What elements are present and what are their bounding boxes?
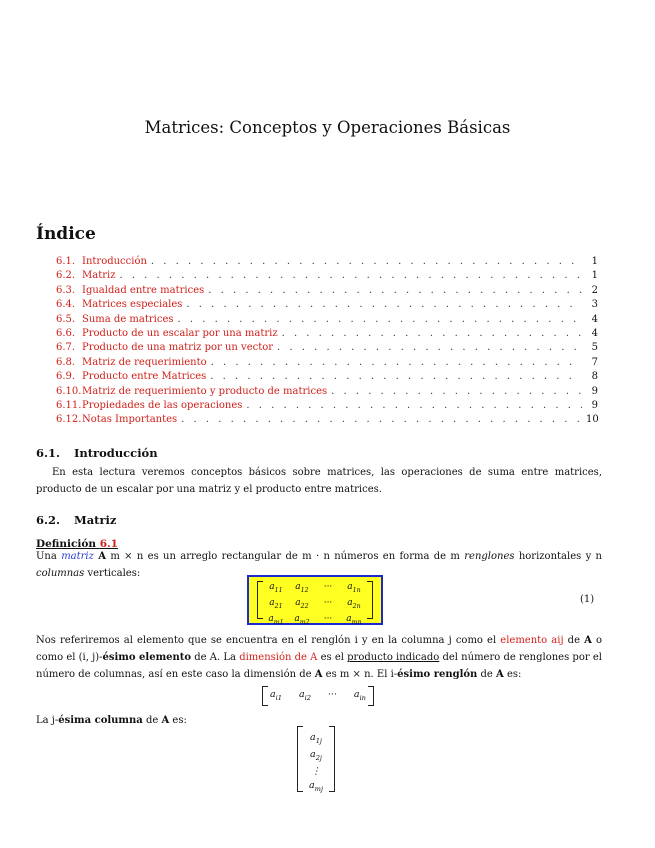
toc-leader-dots xyxy=(282,327,582,341)
definition-heading: Definición 6.1 xyxy=(36,538,118,550)
toc-item-title[interactable]: Producto de una matriz por un vector xyxy=(82,342,274,354)
toc-leader-dots xyxy=(210,370,582,384)
toc-item-title[interactable]: Matriz xyxy=(82,270,116,282)
intro-paragraph: En esta lectura veremos conceptos básicos sobre matrices, las operaciones de suma entre matrices, producto de un escalar por una matriz y el producto entre matrices. xyxy=(36,467,602,495)
matrix-entry: $a_{mn}$ xyxy=(346,613,362,626)
toc-item-page: 5 xyxy=(591,342,598,354)
row-vector-entry: $a_{i1}$ xyxy=(270,689,283,702)
toc-item-page: 7 xyxy=(591,356,598,368)
right-bracket xyxy=(367,581,373,619)
toc-item-number: 6.5. xyxy=(56,313,76,325)
toc-item-number: 6.2. xyxy=(56,270,76,282)
row-vector-entry: $a_{in}$ xyxy=(353,689,366,702)
toc-leader-dots xyxy=(186,298,582,312)
toc-item-number: 6.1. xyxy=(56,256,76,267)
toc-item[interactable] xyxy=(56,255,598,269)
matrix-entry: $a_{m1}$ xyxy=(268,613,284,626)
elemento-link[interactable]: elemento aij xyxy=(500,635,564,646)
toc-item-page: 1 xyxy=(591,256,598,267)
toc-item-page: 10 xyxy=(586,414,599,426)
matrix-entry: $a_{m2}$ xyxy=(294,613,310,626)
toc-item-title[interactable]: Suma de matrices xyxy=(82,313,174,325)
toc-leader-dots xyxy=(151,255,582,269)
toc-item-number: 6.10. xyxy=(56,385,82,397)
toc-item[interactable] xyxy=(56,327,598,341)
toc-item-number: 6.6. xyxy=(56,327,76,339)
matrix-entry: $a_{2n}$ xyxy=(347,597,361,610)
toc-item-page: 9 xyxy=(591,385,598,397)
toc-item-page: 4 xyxy=(591,327,598,339)
matriz-term-link[interactable]: matriz xyxy=(61,551,94,562)
toc-item[interactable] xyxy=(56,284,598,298)
matrix-entry: $a_{11}$ xyxy=(269,582,283,594)
toc-item-title[interactable]: Matriz de requerimiento y producto de matrices xyxy=(82,385,328,397)
toc-item[interactable] xyxy=(56,370,598,384)
toc-item[interactable] xyxy=(56,341,598,355)
column-vector-entry: $a_{mj}$ xyxy=(308,779,324,793)
toc-item-page: 1 xyxy=(591,270,598,282)
toc-item-number: 6.3. xyxy=(56,284,76,296)
toc-item[interactable] xyxy=(56,356,598,370)
toc-leader-dots xyxy=(178,313,582,327)
toc-item-page: 8 xyxy=(591,371,598,383)
toc-item-number: 6.11. xyxy=(56,399,82,411)
section-title: Matriz xyxy=(74,513,117,527)
column-paragraph: La j-ésima columna de A es: xyxy=(36,715,187,726)
row-vector-entry: ··· xyxy=(327,689,337,700)
definition-paragraph: Una matriz A m × n es un arreglo rectangular de m · n números en forma de m renglones horizontales y n columnas verticales: xyxy=(36,551,602,579)
toc-item[interactable] xyxy=(56,385,598,399)
section-heading-intro xyxy=(36,446,158,460)
toc-item-page: 9 xyxy=(591,399,598,411)
toc-item-number: 6.12. xyxy=(56,414,82,426)
column-vector-entry: $a_{1j}$ xyxy=(310,732,322,745)
toc-item-page: 3 xyxy=(591,299,598,311)
toc-item-page: 4 xyxy=(591,313,598,325)
dimension-link[interactable]: dimensión de A xyxy=(239,652,318,663)
toc-item-title[interactable]: Producto de un escalar por una matriz xyxy=(82,327,278,339)
column-vector-entry: $a_{2j}$ xyxy=(310,748,322,762)
toc-item[interactable] xyxy=(56,298,598,312)
table-of-contents xyxy=(56,255,598,428)
section-heading-matriz xyxy=(36,513,116,527)
toc-item-title[interactable]: Propiedades de las operaciones xyxy=(82,399,243,411)
matrix-entry: $a_{12}$ xyxy=(295,582,309,594)
toc-leader-dots xyxy=(277,341,582,355)
toc-item-page: 2 xyxy=(591,284,598,296)
matrix-entry: $a_{22}$ xyxy=(295,597,309,610)
toc-leader-dots xyxy=(211,356,582,370)
toc-item-title[interactable]: Introducción xyxy=(82,256,147,267)
toc-heading: Índice xyxy=(36,224,96,244)
toc-item[interactable] xyxy=(56,313,598,327)
element-paragraph: Nos referiremos al elemento que se encuentra en el renglón i y en la columna j como el elemento aij de A o como el (i, j)-ésimo elemento de A. La dimensión de A es el producto indicado del número de renglones por el número de columnas, así en este caso la dimensión de A es m × n. El i-ésimo renglón de A es: xyxy=(36,635,603,680)
column-vector-entry: ⋮ xyxy=(311,765,321,777)
row-vector-entry: $a_{i2}$ xyxy=(298,689,311,702)
toc-item-title[interactable]: Matrices especiales xyxy=(82,299,183,311)
toc-leader-dots xyxy=(119,269,582,283)
section-title: Introducción xyxy=(74,446,158,460)
document-title: Matrices: Conceptos y Operaciones Básicas xyxy=(144,118,511,137)
toc-item-title[interactable]: Producto entre Matrices xyxy=(82,371,207,383)
toc-item-title[interactable]: Notas Importantes xyxy=(82,414,178,426)
row-vector xyxy=(262,686,374,706)
toc-item-title[interactable]: Matriz de requerimiento xyxy=(82,356,207,368)
toc-item[interactable] xyxy=(56,269,598,283)
column-vector xyxy=(297,726,335,792)
toc-item-number: 6.9. xyxy=(56,371,76,383)
section-number: 6.2. xyxy=(36,513,61,527)
matrix-entry: ··· xyxy=(323,597,333,608)
matrix-entry: ··· xyxy=(323,582,333,592)
toc-item-title[interactable]: Igualdad entre matrices xyxy=(82,284,205,296)
toc-item-number: 6.4. xyxy=(56,299,76,311)
toc-item[interactable] xyxy=(56,399,598,413)
toc-item[interactable] xyxy=(56,413,598,427)
equation-number: (1) xyxy=(580,594,595,605)
matrix-entry: $a_{21}$ xyxy=(269,597,283,610)
toc-item-number: 6.7. xyxy=(56,342,76,354)
matrix-entry: ··· xyxy=(323,613,333,624)
toc-item-number: 6.8. xyxy=(56,356,76,368)
section-number: 6.1. xyxy=(36,446,61,460)
matrix-entry: $a_{1n}$ xyxy=(347,582,361,594)
general-matrix xyxy=(247,575,383,625)
toc-leader-dots xyxy=(208,284,582,298)
matrix-entries xyxy=(263,581,367,628)
toc-leader-dots xyxy=(181,413,582,427)
toc-leader-dots xyxy=(331,385,582,399)
toc-leader-dots xyxy=(246,399,582,413)
